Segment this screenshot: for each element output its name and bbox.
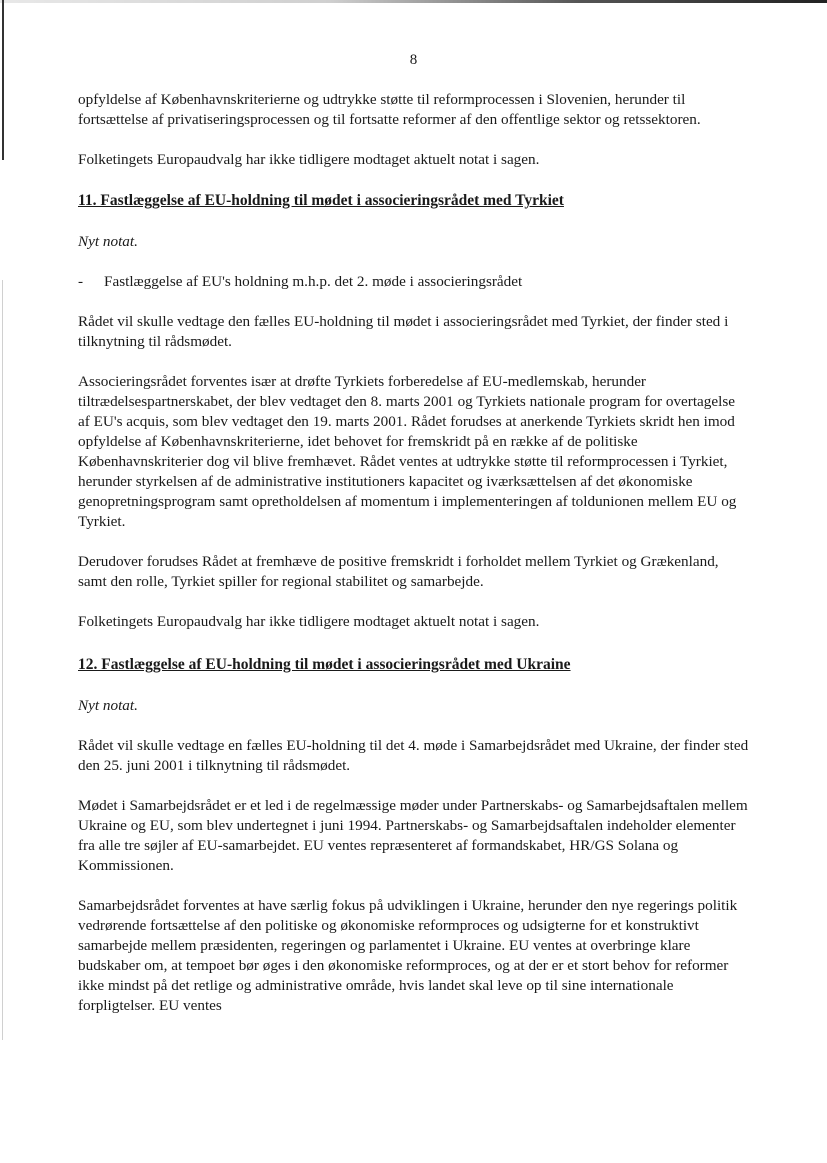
section-12-note: Nyt notat.	[78, 697, 138, 714]
bullet-text: Fastlæggelse af EU's holdning m.h.p. det 2. møde i associeringsrådet	[104, 273, 523, 290]
section-11-paragraph-1: Rådet vil skulle vedtage den fælles EU-holdning til mødet i associeringsrådet med Tyrkiet, der finder sted i tilknytning til rådsmødet.	[78, 313, 729, 350]
document-body	[78, 90, 750, 1036]
section-12-paragraph-2: Mødet i Samarbejdsrådet er et led i de regelmæssige møder under Partnerskabs- og Samarbejdsaftalen mellem Ukraine og EU, som blev undertegnet i juni 1994. Partnerskabs- og Samarbejdsaftalen indeholder elementer fra alle tre søjler af EU-samarbejdet. EU ventes repræsenteret af formandskabet, HR/GS Solana og Kommissionen.	[78, 797, 748, 874]
section-11-paragraph-3: Derudover forudses Rådet at fremhæve de positive fremskridt i forholdet mellem Tyrkiet og Grækenland, samt den rolle, Tyrkiet spiller for regional stabilitet og samarbejde.	[78, 553, 719, 590]
section-12-paragraph-3: Samarbejdsrådet forventes at have særlig fokus på udviklingen i Ukraine, herunder den nye regerings politik vedrørende fortsættelse af den politiske og økonomiske reformproces og udsigterne for et konstruktivt samarbejde mellem præsidenten, regeringen og parlamentet i Ukraine. EU ventes at overbringe klare budskaber om, at tempoet bør øges i den økonomiske reformproces, og at der er et stort behov for reformer ikke mindst på det retlige og administrative område, hvis landet skal leve op til sine internationale forpligtelser. EU ventes	[78, 897, 738, 1014]
scan-edge-top	[0, 0, 827, 3]
section-11-status: Folketingets Europaudvalg har ikke tidligere modtaget aktuelt notat i sagen.	[78, 613, 540, 630]
section-11-note: Nyt notat.	[78, 233, 138, 250]
intro-status: Folketingets Europaudvalg har ikke tidligere modtaget aktuelt notat i sagen.	[78, 151, 540, 168]
section-11-bullet	[78, 272, 750, 292]
section-12-heading: 12. Fastlæggelse af EU-holdning til mødet i associeringsrådet med Ukraine	[78, 656, 571, 673]
section-12-paragraph-1: Rådet vil skulle vedtage en fælles EU-holdning til det 4. møde i Samarbejdsrådet med Ukraine, der finder sted den 25. juni 2001 i tilknytning til rådsmødet.	[78, 737, 749, 774]
intro-paragraph: opfyldelse af Københavnskriterierne og udtrykke støtte til reformprocessen i Slovenien, herunder til fortsættelse af privatiseringsprocessen og til fortsatte reformer af den offentlige sektor og retssektoren.	[78, 91, 701, 128]
scan-edge-left	[2, 0, 4, 160]
bullet-dash: -	[78, 273, 84, 290]
scan-edge-left-faint	[2, 280, 3, 1040]
section-11-paragraph-2: Associeringsrådet forventes især at drøfte Tyrkiets forberedelse af EU-medlemskab, herunder tiltrædelsespartnerskabet, der blev vedtaget den 8. marts 2001 og Tyrkiets nationale program for overtagelse af EU's acquis, som blev vedtaget den 19. marts 2001. Rådet forudses at anerkende Tyrkiets skridt hen imod opfyldelse af Københavnskriterierne, idet behovet for fremskridt på en række af de politiske Københavnskriterier dog vil blive fremhævet. Rådet ventes at udtrykke støtte til reformprocessen i Tyrkiet, herunder styrkelsen af de administrative institutioners kapacitet og iværksættelsen af det økonomiske genopretningsprogram samt opretholdelsen af momentum i implementeringen af toldunionen mellem EU og Tyrkiet.	[78, 373, 737, 530]
page-number: 8	[409, 52, 418, 68]
section-11-heading: 11. Fastlæggelse af EU-holdning til mødet i associeringsrådet med Tyrkiet	[78, 192, 564, 209]
